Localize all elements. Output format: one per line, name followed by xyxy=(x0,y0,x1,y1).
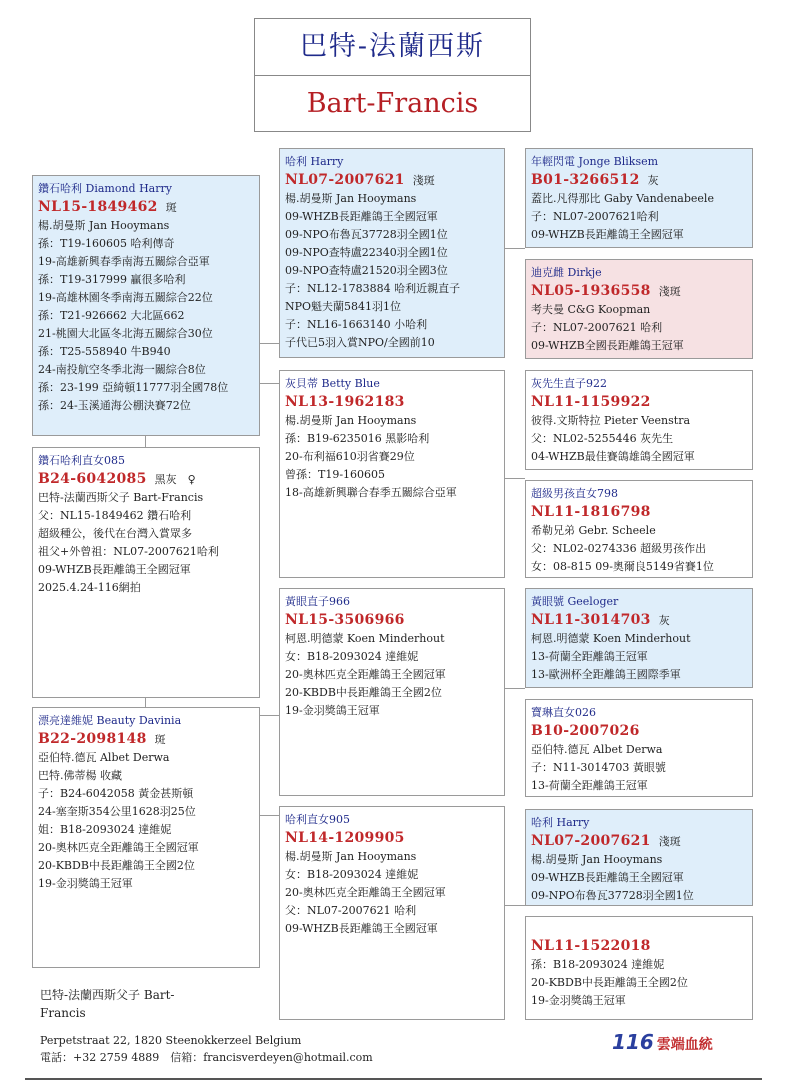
info-line: 楊.胡曼斯 Jan Hooymans xyxy=(531,853,663,866)
dd-ring: NL14-1209905 xyxy=(285,830,405,846)
dss-name: 黃眼號 Geeloger xyxy=(531,595,619,608)
breeder-name xyxy=(40,986,174,1022)
connector xyxy=(259,383,279,384)
dam-dam-box[interactable] xyxy=(279,806,505,1020)
dam-color: 斑 xyxy=(154,733,166,746)
info-line: 13-荷蘭全距離鴿王冠軍 xyxy=(531,779,648,792)
sire-box[interactable] xyxy=(32,175,260,436)
ddd-box[interactable] xyxy=(525,916,753,1020)
info-line: 09-WHZB長距離鴿王全國冠軍 xyxy=(531,228,684,241)
info-line: 柯恩.明德蒙 Koen Minderhout xyxy=(285,632,445,645)
info-line: 子：NL07-2007621哈利 xyxy=(531,210,659,223)
info-line: 孫：T25-558940 牛B940 xyxy=(38,345,171,358)
dam-box[interactable] xyxy=(32,707,260,968)
ddd-ring: NL11-1522018 xyxy=(531,938,651,954)
info-line: 20-布利福610羽省賽29位 xyxy=(285,450,415,463)
info-line: 子代已5羽入賞NPO/全國前10 xyxy=(285,336,435,349)
address: Perpetstraat 22, 1820 Steenokkerzeel Belgium xyxy=(40,1034,302,1047)
info-line: 21-桃園大北區冬北海五關綜合30位 xyxy=(38,327,213,340)
ssd-name: 迪克雌 Dirkje xyxy=(531,266,602,279)
info-line: 子：B24-6042058 黃金甚斯頓 xyxy=(38,787,194,800)
info-line: 女：B18-2093024 達維妮 xyxy=(285,650,419,663)
ss-name: 哈利 Harry xyxy=(285,155,344,168)
info-line: 09-WHZB長距離鴿王全國冠軍 xyxy=(531,871,684,884)
info-line: 子：NL12-1783884 哈利近親直子 xyxy=(285,282,461,295)
dam-sire-box[interactable] xyxy=(279,588,505,796)
info-line: 孫：T19-317999 贏很多哈利 xyxy=(38,273,186,286)
info-line: 2025.4.24-116網拍 xyxy=(38,581,141,594)
info-line: 孫：T21-926662 大北區662 xyxy=(38,309,185,322)
info-line: 09-NPO查特盧22340羽全國1位 xyxy=(285,246,448,259)
ds-ring: NL15-3506966 xyxy=(285,612,405,628)
connector xyxy=(505,905,525,906)
info-line: 13-歐洲杯全距離鴿王國際季軍 xyxy=(531,668,681,681)
subject-ring: B24-6042085 xyxy=(38,471,147,487)
info-line: 20-KBDB中長距離鴿王全國2位 xyxy=(285,686,442,699)
info-line: 19-高雄新興春季南海五關綜合亞軍 xyxy=(38,255,210,268)
info-line: 19-高雄林園冬季南海五關綜合22位 xyxy=(38,291,213,304)
info-line: 父：NL15-1849462 鑽石哈利 xyxy=(38,509,192,522)
dd-name: 哈利直女905 xyxy=(285,813,350,826)
sds-box[interactable] xyxy=(525,370,753,470)
info-line: 考夫曼 C&G Koopman xyxy=(531,303,651,316)
info-line: 09-WHZB長距離鴿王全國冠軍 xyxy=(285,922,438,935)
info-line: 24-南投航空冬季北海一關綜合8位 xyxy=(38,363,206,376)
sdd-ring: NL11-1816798 xyxy=(531,504,651,520)
sdd-box[interactable] xyxy=(525,480,753,578)
dds-color: 淺斑 xyxy=(658,835,681,848)
dsd-name: 寶琳直女026 xyxy=(531,706,596,719)
info-line: 20-奧林匹克全距離鴿王全國冠軍 xyxy=(38,841,199,854)
dsd-box[interactable] xyxy=(525,699,753,797)
info-line: 巴特-法蘭西斯父子 Bart-Francis xyxy=(38,491,204,504)
sss-name: 年輕閃電 Jonge Bliksem xyxy=(531,155,659,168)
info-line: 19-金羽獎鴿王冠軍 xyxy=(38,877,133,890)
info-line: 祖父+外曾祖：NL07-2007621哈利 xyxy=(38,545,219,558)
info-line: 彼得.文斯特拉 Pieter Veenstra xyxy=(531,414,691,427)
sire-name: 鑽石哈利 Diamond Harry xyxy=(38,182,172,195)
info-line: 09-NPO布魯瓦37728羽全國1位 xyxy=(531,889,694,902)
info-line: 柯恩.明德蒙 Koen Minderhout xyxy=(531,632,691,645)
logo-text: 雲端血統 xyxy=(656,1037,713,1053)
ss-color: 淺斑 xyxy=(412,174,435,187)
info-line: 子：NL07-2007621 哈利 xyxy=(531,321,663,334)
sss-box[interactable] xyxy=(525,148,753,248)
ssd-box[interactable] xyxy=(525,259,753,359)
info-line: 19-金羽獎鴿王冠軍 xyxy=(285,704,380,717)
ssd-ring: NL05-1936558 xyxy=(531,283,651,299)
sire-sire-box[interactable] xyxy=(279,148,505,358)
info-line: 孫：24-玉溪通海公棚決賽72位 xyxy=(38,399,191,412)
connector xyxy=(145,435,146,447)
info-line: 孫：23-199 亞綺頓11777羽全國78位 xyxy=(38,381,229,394)
connector xyxy=(259,715,279,716)
dds-ring: NL07-2007621 xyxy=(531,833,651,849)
info-line: 亞伯特.德瓦 Albet Derwa xyxy=(531,743,663,756)
info-line: 20-奧林匹克全距離鴿王全國冠軍 xyxy=(285,668,446,681)
info-line: 子：N11-3014703 黃眼號 xyxy=(531,761,666,774)
connector xyxy=(259,343,279,344)
info-line: 楊.胡曼斯 Jan Hooymans xyxy=(285,414,417,427)
dam-ring: B22-2098148 xyxy=(38,731,147,747)
info-line: 19-金羽獎鴿王冠軍 xyxy=(531,994,626,1007)
info-line: 孫：B18-2093024 達維妮 xyxy=(531,958,665,971)
sds-ring: NL11-1159922 xyxy=(531,394,651,410)
title-chinese: 巴特-法蘭西斯 xyxy=(255,19,530,76)
connector xyxy=(505,248,525,249)
info-line: 超級種公，後代在台灣入賞眾多 xyxy=(38,527,192,540)
info-line: 09-NPO布魯瓦37728羽全國1位 xyxy=(285,228,448,241)
info-line: 女：08-815 09-奧爾良5149省賽1位 xyxy=(531,560,714,573)
contact: 電話：+32 2759 4889 信箱：francisverdeyen@hotmail.com xyxy=(40,1051,373,1064)
info-line: 姐：B18-2093024 達維妮 xyxy=(38,823,172,836)
dss-ring: NL11-3014703 xyxy=(531,612,651,628)
info-line: 孫：T19-160605 哈利傳奇 xyxy=(38,237,175,250)
breeder-line-2: Francis xyxy=(40,1006,86,1020)
dam-name: 漂亮達維妮 Beauty Davinia xyxy=(38,714,182,727)
dds-box[interactable] xyxy=(525,809,753,906)
connector xyxy=(259,815,279,816)
info-line: 18-高雄新興聯合春季五關綜合亞軍 xyxy=(285,486,457,499)
connector xyxy=(145,697,146,707)
logo-number: 116 xyxy=(612,1030,654,1054)
subject-name: 鑽石哈利直女085 xyxy=(38,454,125,467)
breeder-line-1: 巴特-法蘭西斯父子 Bart- xyxy=(40,988,175,1002)
info-line: 孫：B19-6235016 黑影哈利 xyxy=(285,432,430,445)
pedigree-header xyxy=(254,18,531,132)
dss-box[interactable] xyxy=(525,588,753,688)
dsd-ring: B10-2007026 xyxy=(531,723,640,739)
connector xyxy=(505,688,525,689)
sdd-name: 超級男孩直女798 xyxy=(531,487,618,500)
sire-dam-box[interactable] xyxy=(279,370,505,578)
info-line: 父：NL02-5255446 灰先生 xyxy=(531,432,674,445)
title-english: Bart-Francis xyxy=(306,88,479,119)
connector xyxy=(505,478,525,479)
info-line: 09-WHZB長距離鴿王全國冠軍 xyxy=(38,563,191,576)
info-line: 父：NL02-0274336 超級男孩作出 xyxy=(531,542,707,555)
info-line: 父：NL07-2007621 哈利 xyxy=(285,904,417,917)
ds-name: 黃眼直子966 xyxy=(285,595,350,608)
info-line: 13-荷蘭全距離鴿王冠軍 xyxy=(531,650,648,663)
info-line: 04-WHZB最佳賽鴿雄鴿全國冠軍 xyxy=(531,450,695,463)
subject-box[interactable] xyxy=(32,447,260,698)
sd-ring: NL13-1962183 xyxy=(285,394,405,410)
sss-ring: B01-3266512 xyxy=(531,172,640,188)
ssd-color: 淺斑 xyxy=(658,285,681,298)
sire-ring: NL15-1849462 xyxy=(38,199,158,215)
dss-color: 灰 xyxy=(658,614,670,627)
info-line: 蓋比.凡得那比 Gaby Vandenabeele xyxy=(531,192,714,205)
sd-name: 灰貝蒂 Betty Blue xyxy=(285,377,380,390)
info-line: 亞伯特.德瓦 Albet Derwa xyxy=(38,751,170,764)
info-line: 20-KBDB中長距離鴿王全國2位 xyxy=(38,859,195,872)
dds-name: 哈利 Harry xyxy=(531,816,590,829)
info-line: 希勒兄弟 Gebr. Scheele xyxy=(531,524,656,537)
info-line: 09-WHZB長距離鴿王全國冠軍 xyxy=(285,210,438,223)
info-line: 女：B18-2093024 達維妮 xyxy=(285,868,419,881)
info-line: 24-塞奎斯354公里1628羽25位 xyxy=(38,805,196,818)
bottom-divider xyxy=(25,1078,762,1080)
sds-name: 灰先生直子922 xyxy=(531,377,607,390)
info-line: 曾孫：T19-160605 xyxy=(285,468,386,481)
ss-ring: NL07-2007621 xyxy=(285,172,405,188)
info-line: 20-奧林匹克全距離鴿王全國冠軍 xyxy=(285,886,446,899)
info-line: 楊.胡曼斯 Jan Hooymans xyxy=(285,192,417,205)
sire-color: 斑 xyxy=(165,201,177,214)
info-line: 09-NPO查特盧21520羽全國3位 xyxy=(285,264,448,277)
info-line: 09-WHZB全國長距離鴿王冠軍 xyxy=(531,339,684,352)
info-line: 巴特.佛蒂楊 收藏 xyxy=(38,769,122,782)
info-line: 楊.胡曼斯 Jan Hooymans xyxy=(38,219,170,232)
info-line: 子：NL16-1663140 小哈利 xyxy=(285,318,428,331)
sss-color: 灰 xyxy=(647,174,659,187)
info-line: NPO魁夫蘭5841羽1位 xyxy=(285,300,402,313)
info-line: 楊.胡曼斯 Jan Hooymans xyxy=(285,850,417,863)
info-line: 20-KBDB中長距離鴿王全國2位 xyxy=(531,976,688,989)
brand-logo xyxy=(612,1030,713,1054)
subject-color: 黑灰 ♀ xyxy=(154,473,196,486)
